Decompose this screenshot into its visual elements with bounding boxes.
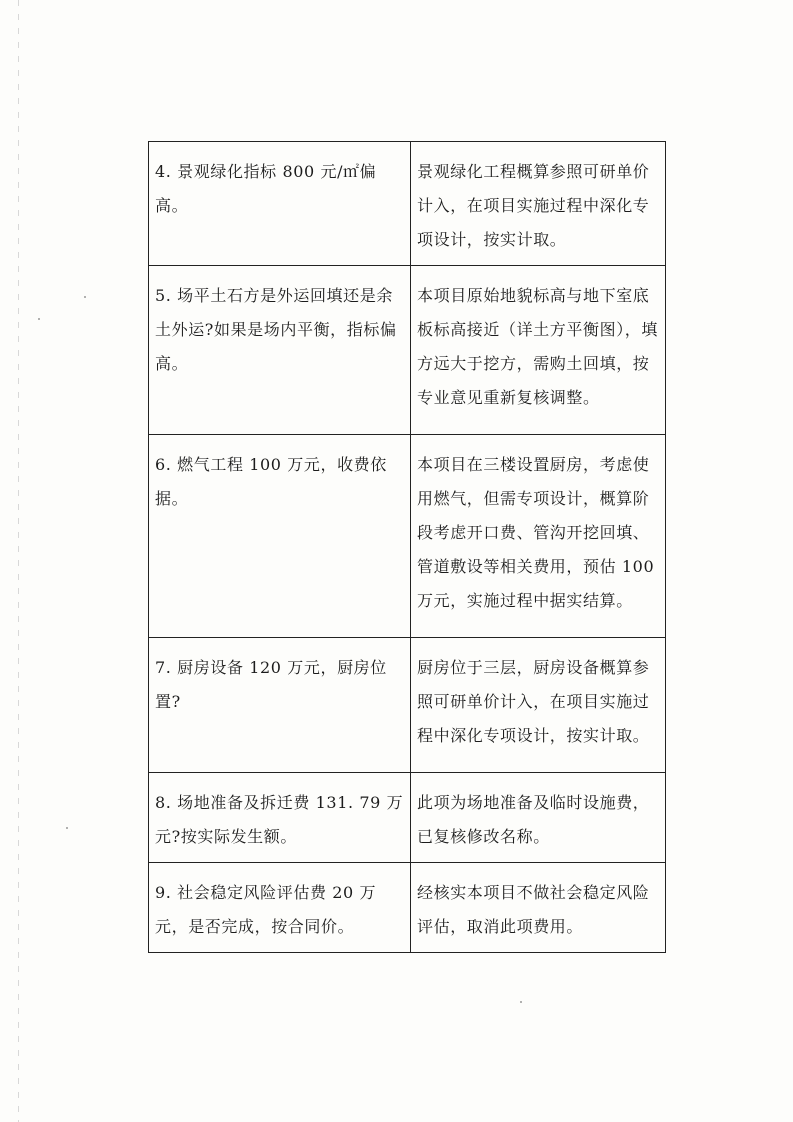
- table-row: [149, 773, 666, 863]
- response-cell: 此项为场地准备及临时设施费，已复核修改名称。: [411, 773, 666, 863]
- question-cell: 6. 燃气工程 100 万元，收费依据。: [149, 435, 411, 638]
- table-row: [149, 638, 666, 773]
- question-cell: 4. 景观绿化指标 800 元/㎡偏高。: [149, 142, 411, 266]
- scan-speck: [66, 827, 68, 829]
- review-response-table: [148, 141, 666, 953]
- scan-margin-line: [18, 0, 19, 1122]
- table-row: [149, 863, 666, 953]
- table-row: [149, 266, 666, 435]
- question-cell: 8. 场地准备及拆迁费 131. 79 万元?按实际发生额。: [149, 773, 411, 863]
- question-cell: 5. 场平土石方是外运回填还是余土外运?如果是场内平衡，指标偏高。: [149, 266, 411, 435]
- scan-speck: [84, 296, 86, 298]
- table-row: [149, 435, 666, 638]
- scan-speck: [520, 1001, 522, 1003]
- table-row: [149, 142, 666, 266]
- response-cell: 本项目在三楼设置厨房，考虑使用燃气，但需专项设计，概算阶段考虑开口费、管沟开挖回填、管道敷设等相关费用，预估 100 万元，实施过程中据实结算。: [411, 435, 666, 638]
- question-cell: 9. 社会稳定风险评估费 20 万元，是否完成，按合同价。: [149, 863, 411, 953]
- response-cell: 本项目原始地貌标高与地下室底板标高接近（详土方平衡图），填方远大于挖方，需购土回填，按专业意见重新复核调整。: [411, 266, 666, 435]
- scan-speck: [38, 318, 40, 320]
- response-cell: 景观绿化工程概算参照可研单价计入，在项目实施过程中深化专项设计，按实计取。: [411, 142, 666, 266]
- response-cell: 经核实本项目不做社会稳定风险评估，取消此项费用。: [411, 863, 666, 953]
- response-cell: 厨房位于三层，厨房设备概算参照可研单价计入，在项目实施过程中深化专项设计，按实计取。: [411, 638, 666, 773]
- question-cell: 7. 厨房设备 120 万元，厨房位置?: [149, 638, 411, 773]
